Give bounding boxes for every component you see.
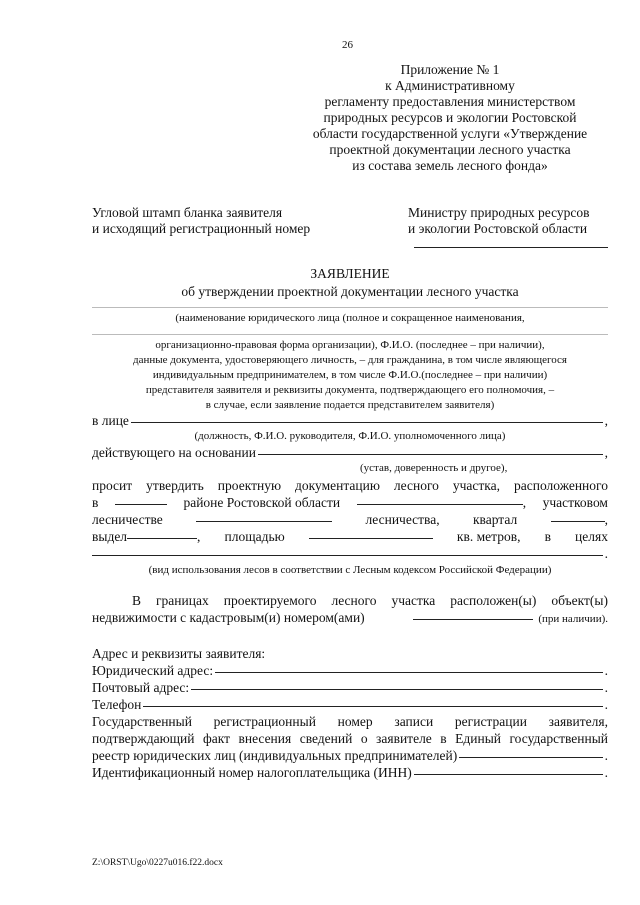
- purpose-row: [92, 546, 608, 562]
- district-name-field[interactable]: [357, 504, 523, 505]
- row-end: .: [604, 765, 608, 780]
- hint-org: данные документа, удостоверяющего личность, – для гражданина, в том числе являющегося: [133, 354, 567, 366]
- word-district: районе Ростовской области: [183, 495, 341, 510]
- district-field[interactable]: [115, 504, 167, 505]
- phone-label: Телефон: [92, 697, 142, 712]
- registration-line: Государственный регистрационный номер записи регистрации заявителя,: [92, 714, 608, 729]
- appendix-line: из состава земель лесного фонда»: [352, 158, 548, 173]
- basis-label: действующего на основании: [92, 445, 256, 460]
- in-person-field[interactable]: [131, 422, 603, 423]
- cadastral-label: недвижимости с кадастровым(и) номером(ами): [92, 610, 365, 625]
- registration-label: реестр юридических лиц (индивидуальных предпринимателей): [92, 748, 458, 763]
- legal-address-field[interactable]: [215, 672, 603, 673]
- addressee-signature-line[interactable]: [414, 247, 608, 248]
- appendix-line: к Административному: [385, 78, 515, 93]
- in-person-label: в лице: [92, 413, 129, 428]
- word-division: выдел: [92, 529, 128, 544]
- appendix-line: Приложение № 1: [400, 62, 500, 77]
- cadastral-line: В границах проектируемого лесного участка расположен(ы) объект(ы): [132, 593, 608, 608]
- cadastral-note: (при наличии).: [538, 613, 608, 625]
- page-number: 26: [342, 39, 353, 51]
- stamp-label: Угловой штамп бланка заявителя: [92, 205, 283, 220]
- document-title: ЗАЯВЛЕНИЕ: [310, 266, 390, 281]
- purpose-field[interactable]: [92, 555, 603, 556]
- word-comma: ,: [604, 512, 608, 527]
- row-end: .: [604, 697, 608, 712]
- word-in: в: [92, 495, 99, 510]
- word-sqm: кв. метров,: [456, 529, 521, 544]
- request-row-division: [92, 529, 608, 545]
- row-end: .: [604, 748, 608, 763]
- registration-number-field[interactable]: [459, 757, 602, 758]
- applicant-name-line[interactable]: [92, 307, 608, 308]
- row-end: .: [604, 663, 608, 678]
- hint-org: представителя заявителя и реквизиты документа, подтверждающего его полномочия, –: [145, 384, 555, 396]
- in-person-row: [92, 413, 608, 429]
- word-comma: ,: [197, 529, 201, 544]
- document-subtitle: об утверждении проектной документации лесного участка: [181, 284, 519, 299]
- applicant-name-line[interactable]: [92, 334, 608, 335]
- hint-use: (вид использования лесов в соответствии с Лесным кодексом Российской Федерации): [148, 564, 552, 576]
- plot-forestry-field[interactable]: [196, 521, 332, 522]
- cadastral-number-field[interactable]: [413, 619, 533, 620]
- basis-end: ,: [604, 445, 608, 460]
- hint-org: (наименование юридического лица (полное и сокращенное наименования,: [175, 312, 525, 324]
- word-purpose: целях: [575, 529, 608, 544]
- word-area: площадью: [224, 529, 285, 544]
- legal-address-label: Юридический адрес:: [92, 663, 214, 678]
- applicant-header: Адрес и реквизиты заявителя:: [92, 646, 266, 661]
- row-end: .: [604, 680, 608, 695]
- inn-row: [92, 765, 608, 781]
- postal-address-row: [92, 680, 608, 696]
- inn-label: Идентификационный номер налогоплательщика (ИНН): [92, 765, 412, 780]
- hint-org: индивидуальным предпринимателем, в том числе Ф.И.О.(последнее – при наличии): [152, 369, 548, 381]
- request-row-forestry: [92, 512, 608, 528]
- phone-row: [92, 697, 608, 713]
- basis-field[interactable]: [258, 454, 603, 455]
- footer-file-path: Z:\ORST\Ugo\0227u016.f22.docx: [92, 858, 223, 868]
- registration-line: подтверждающий факт внесения сведений о заявителе в Единый государственный: [92, 731, 608, 746]
- postal-address-label: Почтовый адрес:: [92, 680, 190, 695]
- word-comma: ,: [522, 495, 527, 510]
- word-in2: в: [544, 529, 551, 544]
- cadastral-row: [92, 610, 608, 626]
- hint-basis: (устав, доверенность и другое),: [360, 462, 508, 474]
- phone-field[interactable]: [143, 706, 602, 707]
- request-line: просит утвердить проектную документацию лесного участка, расположенного: [92, 478, 608, 493]
- hint-org: организационно-правовая форма организации), Ф.И.О. (последнее – при наличии),: [155, 339, 545, 351]
- hint-org: в случае, если заявление подается представителем заявителя): [205, 399, 495, 411]
- legal-address-row: [92, 663, 608, 679]
- word-forestry2: лесничества,: [365, 512, 440, 527]
- quarter-field[interactable]: [551, 521, 605, 522]
- word-quarter: квартал: [472, 512, 518, 527]
- postal-address-field[interactable]: [191, 689, 602, 690]
- appendix-line: природных ресурсов и экологии Ростовской: [323, 110, 577, 125]
- appendix-line: области государственной услуги «Утверждение: [312, 126, 588, 141]
- purpose-end: .: [604, 546, 608, 561]
- stamp-label: и исходящий регистрационный номер: [92, 221, 311, 236]
- inn-field[interactable]: [414, 774, 603, 775]
- appendix-line: регламенту предоставления министерством: [324, 94, 576, 109]
- division-field[interactable]: [127, 538, 197, 539]
- registration-row: [92, 748, 608, 764]
- hint-person: (должность, Ф.И.О. руководителя, Ф.И.О. уполномоченного лица): [194, 430, 506, 442]
- appendix-line: проектной документации лесного участка: [329, 142, 571, 157]
- word-plot: участковом: [542, 495, 608, 510]
- addressee: Министру природных ресурсов: [408, 205, 590, 220]
- basis-row: [92, 445, 608, 461]
- area-field[interactable]: [309, 538, 433, 539]
- request-row-district: [92, 495, 608, 511]
- in-person-end: ,: [604, 413, 608, 428]
- word-forestry: лесничестве: [92, 512, 163, 527]
- addressee: и экологии Ростовской области: [408, 221, 588, 236]
